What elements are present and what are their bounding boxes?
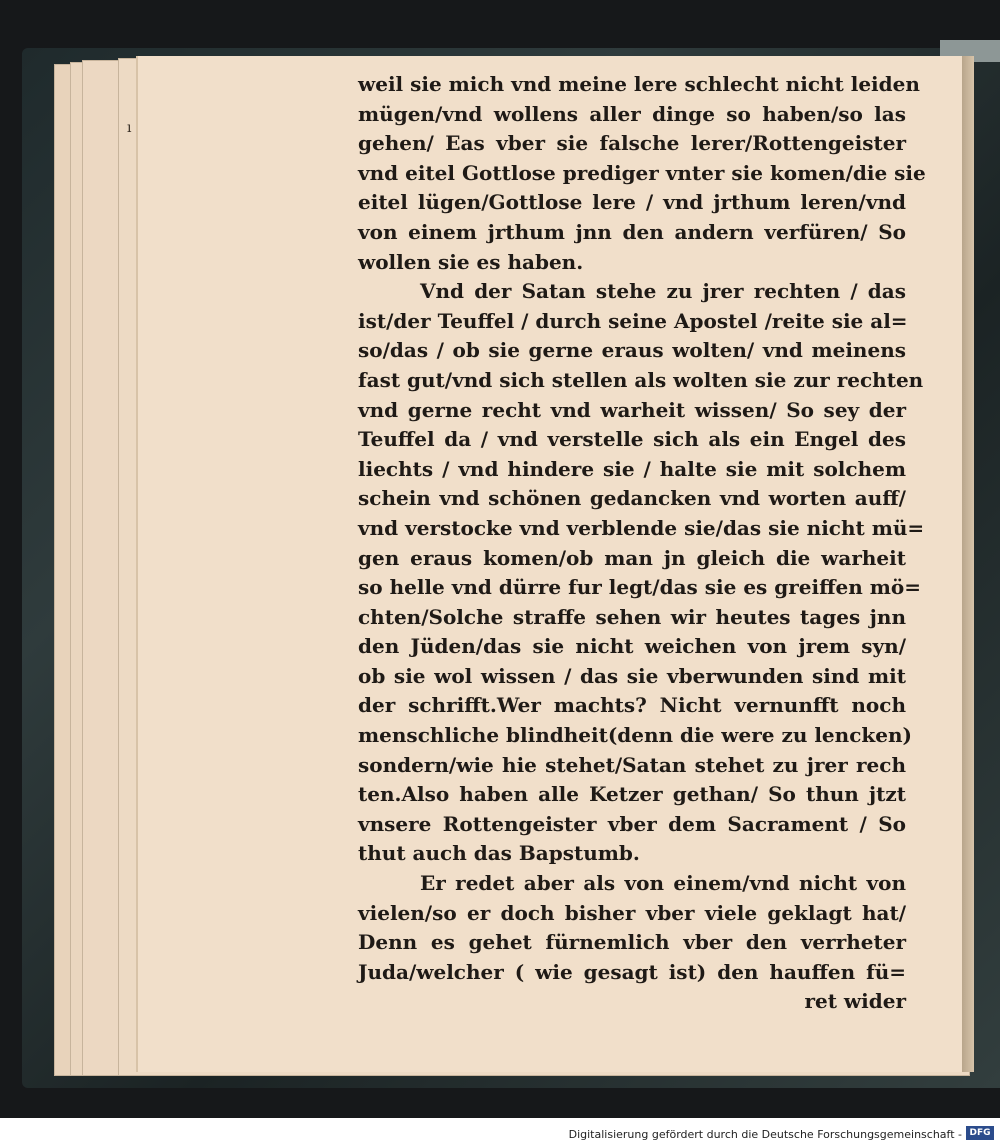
text-line: vnd eitel Gottlose prediger vnter sie komen/die sie xyxy=(358,160,926,185)
text-line: weil sie mich vnd meine lere schlecht nicht leiden xyxy=(358,72,920,96)
text-line: wollen sie es haben. xyxy=(358,249,584,274)
text-line: von einem jrthum jnn den andern verfüren/ So xyxy=(358,219,906,244)
text-line: gen eraus komen/ob man jn gleich die warheit xyxy=(358,545,906,570)
text-line: so/das / ob sie gerne eraus wolten/ vnd meinens xyxy=(358,338,906,363)
text-line: Er redet aber als von einem/vnd nicht von xyxy=(420,871,906,896)
text-line: Teuffel da / vnd verstelle sich als ein Engel des xyxy=(358,427,906,452)
page-edge xyxy=(962,56,974,1072)
text-line: ret wider xyxy=(804,989,906,1014)
text-line: Denn es gehet fürnemlich vber den verrheter xyxy=(358,930,906,955)
margin-mark: ı xyxy=(127,120,132,136)
text-line: liechts / vnd hindere sie / halte sie mit solchem xyxy=(358,456,906,481)
text-line: der schrifft.Wer machts? Nicht vernunfft noch xyxy=(358,693,906,718)
text-line: Juda/welcher ( wie gesagt ist) den hauffen fü= xyxy=(358,959,906,984)
dfg-logo: DFG xyxy=(966,1126,994,1140)
footer-credit: Digitalisierung gefördert durch die Deutsche Forschungsgemeinschaft - xyxy=(568,1128,962,1141)
text-line: vnd gerne recht vnd warheit wissen/ So sey der xyxy=(358,397,906,422)
text-line: ist/der Teuffel / durch seine Apostel /reite sie al= xyxy=(358,308,908,333)
text-line: ob sie wol wissen / das sie vberwunden sind mit xyxy=(358,663,906,688)
page-text-block xyxy=(358,70,926,1017)
text-line: mügen/vnd wollens aller dinge so haben/so las xyxy=(358,101,906,126)
text-line: Vnd der Satan stehe zu jrer rechten / das xyxy=(420,279,906,304)
text-line: schein vnd schönen gedancken vnd worten auff/ xyxy=(358,486,906,511)
text-line: thut auch das Bapstumb. xyxy=(358,841,640,866)
text-line: sondern/wie hie stehet/Satan stehet zu jrer rech xyxy=(358,752,906,777)
text-line: chten/Solche straffe sehen wir heutes tages jnn xyxy=(358,604,906,629)
text-line: vnsere Rottengeister vber dem Sacrament / So xyxy=(358,811,906,836)
text-line: eitel lügen/Gottlose lere / vnd jrthum leren/vnd xyxy=(358,190,906,215)
text-line: vielen/so er doch bisher vber viele geklagt hat/ xyxy=(358,900,906,925)
text-line: menschliche blindheit(denn die were zu lencken) xyxy=(358,723,912,748)
text-line: fast gut/vnd sich stellen als wolten sie zur rechten xyxy=(358,367,924,392)
text-line: gehen/ Eas vber sie falsche lerer/Rottengeister xyxy=(358,131,906,156)
text-line: vnd verstocke vnd verblende sie/das sie nicht mü= xyxy=(358,515,925,540)
text-line: so helle vnd dürre fur legt/das sie es greiffen mö= xyxy=(358,575,922,600)
text-line: den Jüden/das sie nicht weichen von jrem syn/ xyxy=(358,634,906,659)
text-line: ten.Also haben alle Ketzer gethan/ So thun jtzt xyxy=(358,782,906,807)
